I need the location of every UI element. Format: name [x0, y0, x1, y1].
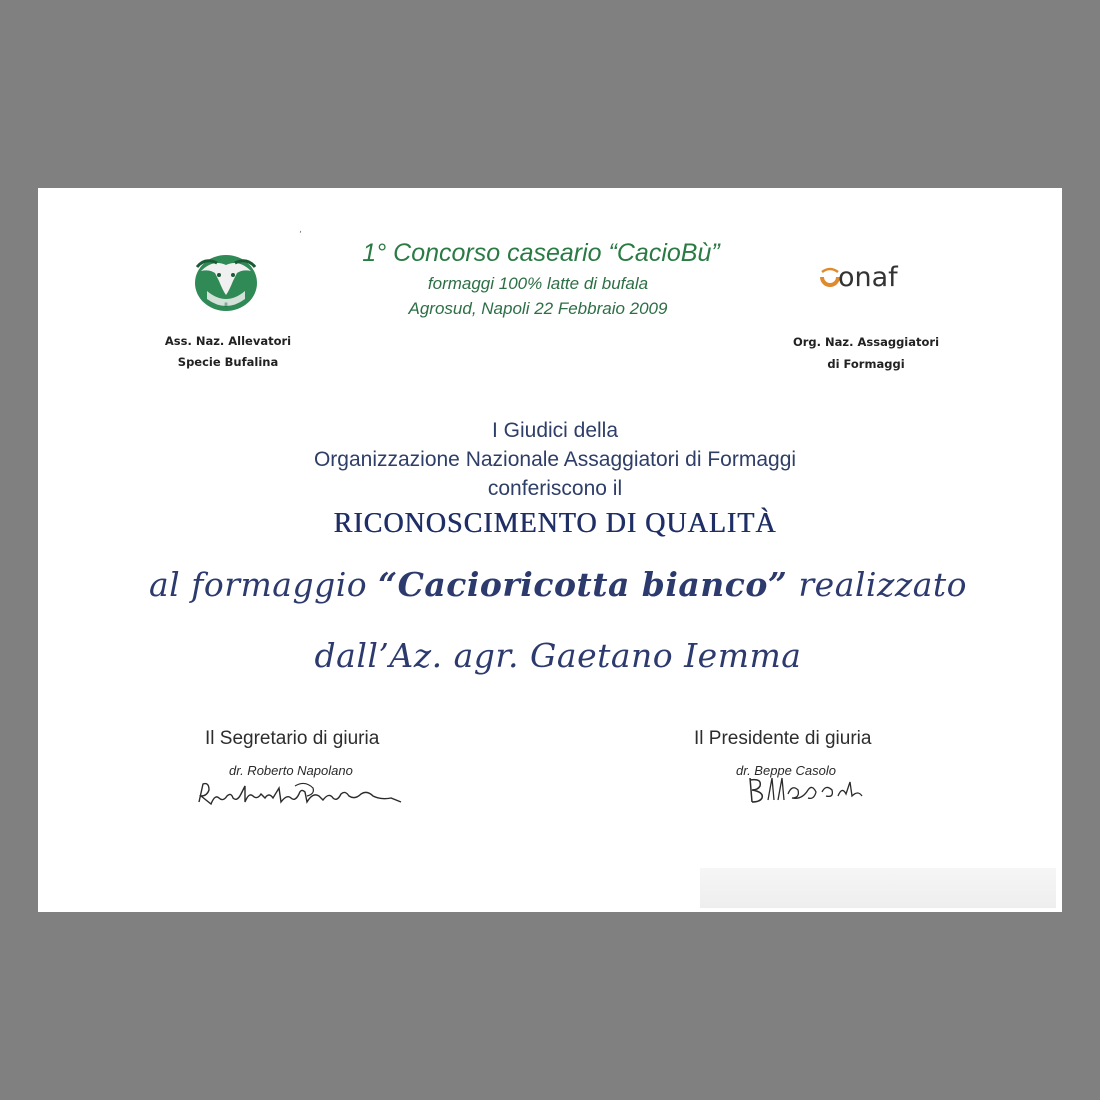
producer-line: dall’Az. agr. Gaetano Iemma: [314, 636, 802, 675]
left-organization: [148, 331, 308, 373]
svg-text:II: II: [224, 302, 228, 309]
stray-mark: ‚: [299, 225, 302, 235]
president-name: dr. Beppe Casolo: [736, 763, 836, 778]
secretary-name: dr. Roberto Napolano: [229, 763, 353, 778]
product-line-suffix: realizzato: [798, 565, 968, 604]
right-org-line1: Org. Naz. Assaggiatori: [792, 335, 940, 349]
contest-subtitle: formaggi 100% latte di bufala: [427, 274, 649, 293]
onaf-logo-text: onaf: [838, 262, 898, 293]
judges-line2: Organizzazione Nazionale Assaggiatori di Formaggi: [313, 448, 797, 471]
left-org-line2: Specie Bufalina: [177, 355, 279, 369]
judges-statement: [0, 416, 1100, 503]
certificate-paper: [38, 188, 1062, 912]
right-organization: [780, 331, 952, 375]
judges-line3: conferiscono il: [487, 477, 623, 500]
contest-title-name: “CacioBù”: [608, 239, 720, 267]
right-org-line2: di Formaggi: [827, 357, 905, 371]
president-signature: [742, 770, 872, 808]
secretary-signature: [195, 772, 410, 812]
contest-title: [0, 239, 1082, 268]
paper-scan-edge: [700, 868, 1056, 908]
product-line: [0, 565, 1100, 604]
judges-line1: I Giudici della: [491, 419, 619, 442]
product-name: “Cacioricotta bianco”: [378, 565, 788, 604]
president-title: Il Presidente di giuria: [694, 728, 872, 749]
product-line-prefix: al formaggio: [148, 565, 368, 604]
left-org-line1: Ass. Naz. Allevatori: [164, 334, 292, 348]
secretary-title: Il Segretario di giuria: [205, 728, 380, 749]
award-title: RICONOSCIMENTO DI QUALITÀ: [333, 508, 777, 539]
contest-place-date: Agrosud, Napoli 22 Febbraio 2009: [408, 299, 668, 318]
contest-title-prefix: 1° Concorso caseario: [362, 239, 602, 267]
